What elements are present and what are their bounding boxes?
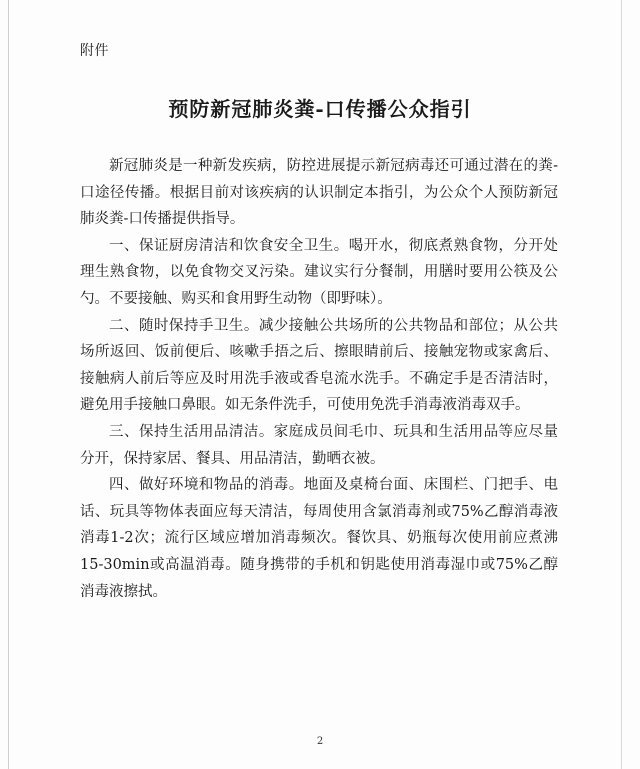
document-title: 预防新冠肺炎粪-口传播公众指引 bbox=[168, 97, 472, 121]
page-number: 2 bbox=[316, 736, 324, 747]
section-3-household-items: 三、保持生活用品清洁。家庭成员间毛巾、玩具和生活用品等应尽量分开，保持家居、餐具、用品清洁，勤晒衣被。 bbox=[80, 423, 558, 467]
page-edge-right bbox=[621, 0, 622, 769]
section-1-kitchen-food-safety: 一、保证厨房清洁和饮食安全卫生。喝开水，彻底煮熟食物，分开处理生熟食物，以免食物交叉污染。建议实行分餐制，用膳时要用公筷及公勺。不要接触、购买和食用野生动物（即野味）。 bbox=[80, 237, 558, 307]
attachment-label: 附件 bbox=[80, 43, 109, 59]
section-4-disinfection: 四、做好环境和物品的消毒。地面及桌椅台面、床围栏、门把手、电话、玩具等物体表面应每天清洁，每周使用含氯消毒剂或75%乙醇消毒液消毒1-2次；流行区域应增加消毒频次。餐饮具、奶瓶每次使用前应煮沸15-30min或高温消毒。随身携带的手机和钥匙使用消毒湿巾或75%乙醇消毒液擦拭。 bbox=[80, 477, 558, 600]
document-body bbox=[80, 153, 558, 605]
page-edge-left bbox=[8, 0, 9, 769]
intro-paragraph: 新冠肺炎是一种新发疾病，防控进展提示新冠病毒还可通过潜在的粪-口途径传播。根据目前对该疾病的认识制定本指引，为公众个人预防新冠肺炎粪-口传播提供指导。 bbox=[80, 158, 558, 228]
section-2-hand-hygiene: 二、随时保持手卫生。减少接触公共场所的公共物品和部位；从公共场所返回、饭前便后、咳嗽手捂之后、擦眼睛前后、接触宠物或家禽后、接触病人前后等应及时用洗手液或香皂流水洗手。不确定手是否清洁时，避免用手接触口鼻眼。如无条件洗手，可使用免洗手消毒液消毒双手。 bbox=[80, 317, 558, 414]
